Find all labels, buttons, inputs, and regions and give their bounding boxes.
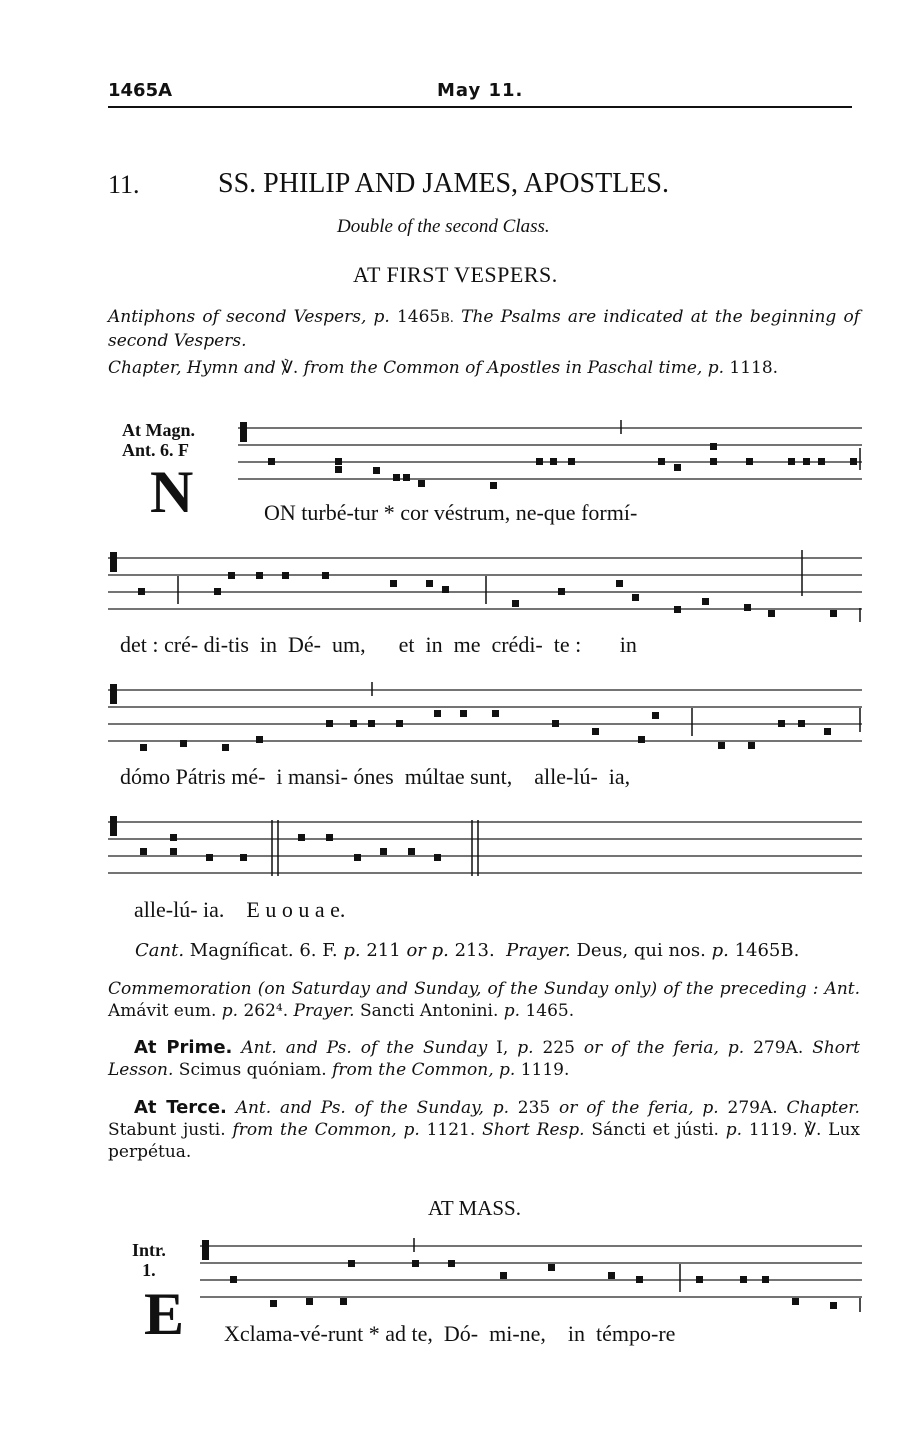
antiphon-lyric-2: det : cré- di-tis in Dé- um, et in me crédi- te : in [120,632,637,657]
chapter-note-source: from the Common of Apostles in Paschal time, p. [303,358,724,378]
antiphon-cue-line1: At Magn. [122,420,195,440]
antiphon-initial: N [150,459,194,525]
vespers-prayer-text: Deus, qui nos. [576,940,706,961]
terce-page-prefix-4: p. [725,1120,743,1140]
commemoration-prayer-label: Prayer. [293,1001,355,1021]
antiphon-lyric-4: alle-lú- ia. E u o u a e. [134,897,346,922]
commemoration-prayer-page-prefix: p. [503,1001,521,1021]
chant-staff-1 [238,418,863,498]
introit-cue-line2: 1. [142,1260,156,1280]
chant-staff-4 [108,812,863,892]
prime-ant-ps-numeral: I, [496,1038,509,1058]
terce-versicle-symbol: ℣. [804,1120,822,1140]
prime-page-prefix-3: p. [499,1060,516,1080]
antiphon-lyric-3: dómo Pátris mé- i mansi- ónes múltae sunt, alle-lú- ia, [120,764,631,789]
prime-label: At Prime. [134,1037,233,1058]
chant-staff-5 [200,1236,863,1316]
vespers-prayer-page-prefix: p. [711,940,729,961]
antiphons-note-text: Antiphons of second Vespers, p. [108,307,390,327]
prime-ant-ps: Ant. and Ps. of the Sunday [241,1038,488,1058]
terce-versicle-text: Lux perpétua. [108,1120,860,1162]
introit-lyric: Xclama-vé-runt * ad te, Dó- mi-ne, in témpo-re [224,1321,676,1346]
terce-page-prefix-3: p. [403,1120,420,1140]
prime-common: from the Common, [332,1060,494,1080]
canticle-ref-2: 213. [454,940,495,961]
prime-short-lesson-text: Scimus quóniam. [178,1060,327,1080]
antiphon-cue [122,420,195,460]
feast-day: 11. [108,170,140,199]
commemoration-ant-page-prefix: p. [221,1001,239,1021]
terce-page-prefix-2: p. [702,1098,719,1118]
chant-staff-3 [108,680,863,760]
first-vespers-chapter-note [108,357,860,379]
prime-page-prefix-2: p. [727,1038,745,1058]
commemoration-ant-label: Ant. [824,979,861,999]
prime-note [108,1037,860,1081]
commemoration-prayer-ref: 1465. [525,1001,575,1021]
chapter-note-and: and [243,358,276,378]
canticle-label: Cant. [135,940,185,961]
prime-page-prefix-1: p. [517,1038,534,1058]
chant-staff-2 [108,548,863,628]
page-date: May 11. [437,80,524,101]
terce-chapter-text: Stabunt justi. [108,1120,226,1140]
feast-rank: Double of the second Class. [337,216,550,237]
commemoration-ant-ref: 262⁴. [243,1001,289,1021]
terce-common: from the Common, [232,1120,397,1140]
chapter-note-ref: 1118. [729,358,779,378]
mass-heading: AT MASS. [428,1196,521,1220]
introit-cue [132,1240,166,1280]
canticle-page-prefix: p. [343,940,361,961]
terce-ref-3: 1121. [426,1120,476,1140]
prime-short-lesson-label: Short Lesson. [108,1038,860,1080]
prime-ref-2: 279A. [753,1038,804,1058]
terce-short-resp-text: Sáncti et jústi. [591,1120,719,1140]
prime-ref-1: 225 [542,1038,575,1058]
antiphon-lyric-1: ON turbé-tur * cor véstrum, ne-que formí- [264,500,638,525]
terce-ant-ps: Ant. and Ps. of the Sunday, [235,1098,484,1118]
terce-feria: or of the feria, [559,1098,694,1118]
header-rule [108,106,852,108]
antiphons-note-ref-suffix: B. [440,311,454,326]
terce-ref-4: 1119. [748,1120,798,1140]
commemoration-ant-text: Amávit eum. [108,1001,217,1021]
canticle-text: Magníficat. 6. F. [189,940,338,961]
terce-short-resp-label: Short Resp. [482,1120,585,1140]
versicle-symbol: ℣. [281,358,299,378]
introit-initial: E [144,1281,185,1347]
chapter-note-text: Chapter, Hymn [108,358,239,378]
canticle-or: or p. [406,940,449,961]
commemoration-prayer-text: Sancti Antonini. [359,1001,499,1021]
feast-title: SS. PHILIP AND JAMES, APOSTLES. [218,168,669,199]
antiphons-note-ref: 1465 [396,307,441,327]
terce-ref-1: 235 [517,1098,551,1118]
terce-label: At Terce. [134,1097,227,1118]
prime-feria: or of the feria, [583,1038,719,1058]
antiphon-cue-line2: Ant. 6. F [122,440,189,460]
commemoration-text: Commemoration (on Saturday and Sunday, of the Sunday only) of the preceding : [108,979,819,999]
canticle-line [135,940,860,962]
first-vespers-heading: AT FIRST VESPERS. [353,262,558,287]
terce-page-prefix-1: p. [492,1098,509,1118]
commemoration-note [108,978,860,1022]
introit-cue-line1: Intr. [132,1240,166,1260]
canticle-ref-1: 211 [366,940,401,961]
first-vespers-antiphons-note [108,306,860,352]
vespers-prayer-ref: 1465B. [734,940,800,961]
prime-ref-3: 1119. [520,1060,570,1080]
terce-chapter-label: Chapter. [786,1098,860,1118]
vespers-prayer-label: Prayer. [506,940,571,961]
psalms-note-text: The Psalms are indicated at the beginning of second Vespers. [108,307,860,351]
terce-note [108,1097,860,1163]
terce-ref-2: 279A. [727,1098,778,1118]
page-number: 1465A [108,80,173,101]
